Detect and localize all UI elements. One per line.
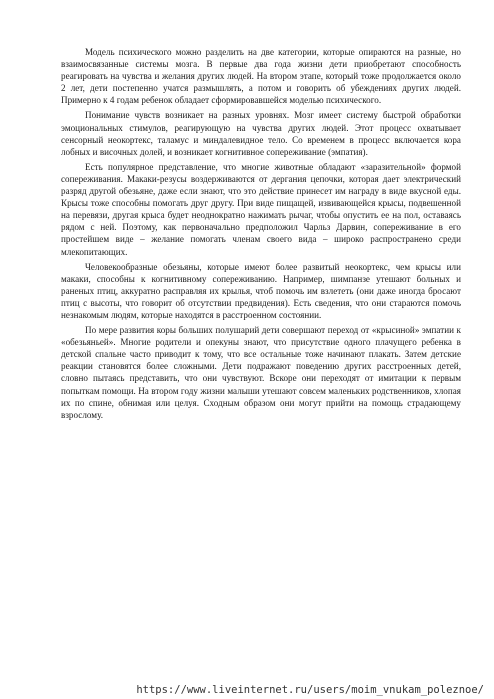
paragraph-animal-empathy: Есть популярное представление, что многие животные обладают «заразительной» формой сопереживания. Макаки-резусы воздерживаются от дергания цепочки, которая дает электрический разряд другой обезьяне, даже если знают, что это действие принесет им награду в виде вкусной еды. Крысы тоже способны помогать друг другу. При виде пищащей, извивающейся крысы, подвешенной на перевязи, другая крыса будет неоднократно нажимать рычаг, чтобы опустить ее на пол, оставаясь рядом с ней. Поэтому, как первоначально предположил Чарльз Дарвин, сопереживание в его простейшем виде – желание помогать членам своего вида – широко распространено среди млекопитающих. (61, 161, 461, 257)
paragraph-great-apes: Человекообразные обезьяны, которые имеют более развитый неокортекс, чем крысы или макаки, способны к когнитивному сопереживанию. Например, шимпанзе утешают больных и раненых птиц, аккуратно расправляя их крылья, чтоб помочь им взлететь (они даже иногда бросают птиц с высоты, что говорит об отсутствии предвидения). Есть сведения, что они стараются помочь незнакомым людям, которые находятся в расстроенном состоянии. (61, 261, 461, 320)
document-body (61, 46, 461, 424)
paragraph-understanding-feelings: Понимание чувств возникает на разных уровнях. Мозг имеет систему быстрой обработки эмоциональных стимулов, реагирующую на чувства других людей. Этот процесс охватывает сенсорный неокортекс, таламус и миндалевидное тело. Со временем в процесс включается кора лобных и височных долей, и возникает когнитивное сопереживание (эмпатия). (61, 110, 461, 157)
paragraph-child-development: По мере развития коры больших полушарий дети совершают переход от «крысиной» эмпатии к «обезьяньей». Многие родители и опекуны знают, что присутствие одного плачущего ребенка в детской спальне часто приводит к тому, что все остальные тоже начинают плакать. Затем детские реакции становятся более сложными. Дети подражают поведению других расстроенных детей, словно пытаясь представить, что они чувствуют. Вскоре они переходят от имитации к первым попыткам помощи. На втором году жизни малыши утешают совсем маленьких родственников, хлопая их по спине, обнимая или целуя. Сходным образом они могут прийти на помощь страдающему взрослому. (61, 325, 461, 420)
source-url-watermark: https://www.liveinternet.ru/users/moim_vnukam_poleznoe/ (136, 684, 484, 696)
paragraph-theory-of-mind: Модель психического можно разделить на две категории, которые опираются на разные, но взаимосвязанные системы мозга. В первые два года жизни дети приобретают способность реагировать на чувства и желания других людей. На втором этапе, который тоже продолжается около 2 лет, дети постепенно учатся размышлять, а потом и говорить об убеждениях других людей. Примерно к 4 годам ребенок обладает сформировавшейся моделью психического. (61, 47, 461, 106)
